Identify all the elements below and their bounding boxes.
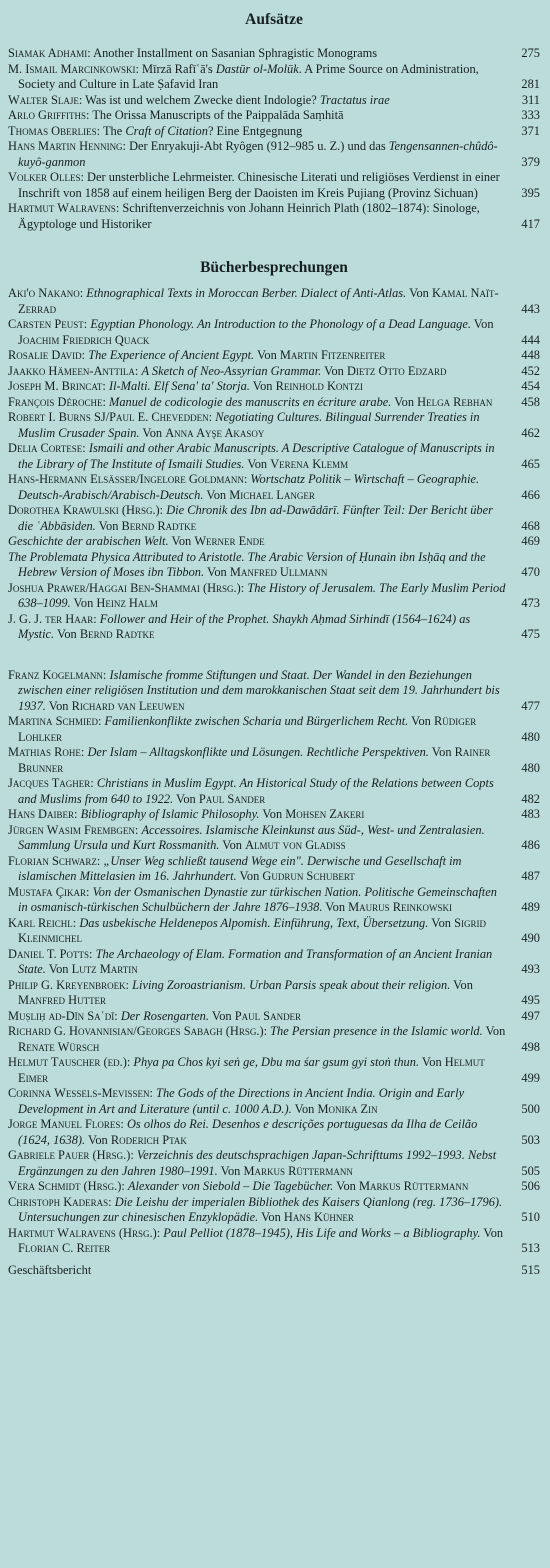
toc-entry[interactable] (8, 978, 540, 1009)
entry-title-text: The (100, 123, 126, 138)
page-number: 462 (521, 425, 540, 440)
entry-author: Franz Kogelmann: (8, 667, 107, 682)
page-number: 379 (521, 154, 540, 169)
page-number: 489 (521, 900, 540, 914)
toc-entry[interactable] (8, 550, 540, 581)
toc-entry[interactable] (8, 62, 540, 93)
entry-reviewer: Helga Rebhan (417, 394, 493, 409)
page-number: 499 (521, 1070, 540, 1085)
entry-von: Von (95, 518, 122, 533)
toc-entry[interactable] (8, 947, 540, 978)
entry-title-text: Der Enryakuji-Abt Ryôgen (912–985 u. Z.) und das (126, 139, 389, 153)
toc-entry[interactable] (8, 776, 540, 807)
entry-reviewer: Michael Langer (229, 487, 315, 502)
entry-author: Vera Schmidt (Hrsg.): (8, 1179, 125, 1193)
entry-reviewer: Renate Würsch (18, 1039, 100, 1054)
entry-author: Aki'o Nakano: (8, 286, 84, 300)
entry-von: Von (333, 1179, 359, 1193)
entry-von: Von (254, 348, 280, 362)
page-number: 497 (521, 1008, 540, 1023)
entry-von: Von (45, 962, 72, 976)
page-number: 395 (521, 185, 540, 200)
entry-author: Jaakko Hämeen-Anttila: (8, 363, 139, 378)
entry-reviewer: Anna Ayşe Akasoy (165, 425, 265, 440)
entry-von: Von (391, 394, 418, 409)
entry-title: Geschäftsbericht (8, 1262, 92, 1277)
entry-reviewer: Werner Ende (194, 534, 265, 548)
entry-reviewer: Dietz Otto Edzard (346, 363, 447, 378)
page-number: 454 (521, 379, 540, 393)
entry-reviewer: Rainer Brunner (18, 745, 491, 775)
entry-von: Von (139, 425, 166, 440)
entry-title-italic: Negotiating Cultures. Bilingual Surrender Treaties in Muslim Crusader Spain. (18, 410, 480, 440)
page-number: 493 (521, 962, 540, 976)
entry-title-italic: Islamische fromme Stiftungen und Staat. Der Wandel in den Beziehungen zwischen einer religiösen Institution und dem marokkanischen Staat seit dem 19. Jahrhundert bis 1937. (18, 667, 500, 713)
entry-reviewer: Sigrid Kleinmichel (18, 915, 486, 945)
page-number: 480 (521, 760, 540, 775)
entry-von: Von (208, 1008, 235, 1023)
entry-von: Von (258, 1210, 284, 1224)
toc-entry[interactable] (8, 1179, 540, 1195)
entry-title-italic: Craft of Citation (125, 123, 208, 138)
entry-author: Mustafa Çikar: (8, 884, 90, 899)
entry-title-italic: Das usbekische Heldenepos Alpomish. Einführung, Text, Übersetzung. (79, 915, 429, 930)
toc-entry-geschaeftsbericht[interactable] (8, 1263, 540, 1279)
entry-title-text: Was ist und welchem Zwecke dient Indologie? (82, 92, 320, 107)
entry-author: Rosalie David: (8, 348, 86, 362)
entry-author: J. G. J. ter Haar: (8, 611, 97, 626)
entry-reviewer: Gudrun Schubert (262, 869, 355, 883)
entry-reviewer: Helmut Eimer (18, 1055, 485, 1085)
entry-title-italic: Egyptian Phonology. An Introduction to the Phonology of a Dead Language. (90, 317, 471, 331)
entry-author: Muṣliḥ ad-Dīn Saʿdī: (8, 1008, 118, 1023)
page-number: 482 (521, 791, 540, 806)
entry-author: Richard G. Hovannisian/Georges Sabagh (Hrsg.): (8, 1024, 268, 1038)
entry-title-italic: Verzeichnis des deutschsprachigen Japan-Schrifttums 1992–1993. Nebst Ergänzungen zu den Jahren 1980–1991. (18, 1148, 497, 1178)
toc-entry[interactable] (8, 1148, 540, 1179)
entry-title-italic: Geschichte der arabischen Welt. (8, 534, 169, 548)
toc-entry[interactable] (8, 348, 540, 364)
toc-entry[interactable] (8, 1086, 540, 1117)
entry-author: Daniel T. Potts: (8, 946, 93, 961)
entry-author: Siamak Adhami: (8, 46, 91, 60)
entry-von: Von (54, 627, 80, 641)
page-number: 469 (521, 534, 540, 548)
entry-title-italic: A Sketch of Neo-Assyrian Grammar. (141, 363, 322, 378)
entry-title-italic: Living Zoroastrianism. Urban Parsis speak about their religion. (132, 977, 451, 992)
page-number: 477 (521, 698, 540, 713)
entry-title-text-end: ? Eine Entgegnung (207, 123, 303, 138)
entry-title-text: Der unsterbliche Lehrmeister. Chinesische Literati und religiöses Verdienst in einer Inschrift von 1858 auf einem heiligen Berg der Daoisten im Kreis Pujiang (Provinz Sichuan) (18, 170, 500, 200)
entry-reviewer: Heinz Halm (96, 596, 158, 610)
page-number: 500 (521, 1101, 540, 1116)
entry-reviewer: Markus Rüttermann (243, 1163, 353, 1178)
entry-title-italic: Ismaili and other Arabic Manuscripts. A Descriptive Catalogue of Manuscripts in the Library of The Institute of Ismaili Studies. (18, 441, 495, 471)
entry-title-italic: Paul Pelliot (1878–1945), His Life and Works – a Bibliography. (163, 1225, 481, 1240)
toc-entry[interactable] (8, 854, 540, 885)
page-number: 468 (521, 518, 540, 533)
entry-author: Robert I. Burns SJ/Paul E. Chevedden: (8, 410, 213, 424)
page-number: 275 (521, 46, 540, 60)
entry-author: Hartmut Walravens (Hrsg.): (8, 1225, 161, 1240)
toc-entry[interactable] (8, 745, 540, 776)
page-number: 281 (521, 77, 540, 91)
page-number: 487 (521, 869, 540, 883)
toc-entry[interactable] (8, 1009, 540, 1025)
entry-reviewer: Manfred Hutter (18, 993, 107, 1007)
entry-von: Von (450, 977, 473, 992)
entry-title-italic: The Problemata Physica Attributed to Aristotle. The Arabic Version of Ḥunain ibn Isḥāq and the Hebrew Version of Moses ibn Tibbon. (8, 549, 486, 579)
toc-entry[interactable] (8, 885, 540, 916)
toc-entry[interactable] (8, 170, 540, 201)
entry-von: Von (45, 698, 72, 713)
toc-entry[interactable] (8, 503, 540, 534)
entry-author: Joseph M. Brincat: (8, 379, 106, 393)
entry-author: Hans Martin Henning: (8, 139, 127, 153)
entry-author: Hans Daiber: (8, 807, 78, 821)
toc-entry[interactable] (8, 714, 540, 745)
toc-entry[interactable] (8, 441, 540, 472)
toc-entry[interactable] (8, 201, 540, 232)
entry-author: M. Ismail Marcinkowski: (8, 61, 139, 76)
entry-reviewer: Rüdiger Lohlker (18, 714, 477, 744)
toc-entry[interactable] (8, 286, 540, 317)
entry-title-text: The Orissa Manuscripts of the Paippalāda Saṃhitā (89, 108, 344, 122)
toc-entry[interactable] (8, 1024, 540, 1055)
entry-reviewer: Almut von Gladiss (245, 838, 346, 852)
toc-entry[interactable] (8, 93, 540, 109)
page-number: 483 (521, 807, 540, 821)
entry-von: Von (244, 456, 271, 471)
page-number: 513 (521, 1241, 540, 1255)
toc-entry[interactable] (8, 916, 540, 947)
entry-author: Arlo Griffiths: (8, 108, 90, 122)
page-number: 333 (521, 108, 540, 122)
entry-von: Von (428, 745, 455, 759)
entry-author: Florian Schwarz: (8, 853, 101, 868)
entry-author: Mathias Rohe: (8, 745, 85, 759)
entry-title-italic: Der Islam – Alltagskonflikte und Lösungen. Rechtliche Perspektiven. (87, 745, 429, 759)
entry-title-italic: Tractatus irae (319, 92, 390, 107)
entry-reviewer: Verena Klemm (270, 456, 349, 471)
entry-reviewer: Richard van Leeuwen (71, 698, 185, 713)
page-number: 311 (521, 92, 540, 107)
entry-title-italic: Alexander von Siebold – Die Tagebücher. (127, 1179, 334, 1193)
entry-author: Karl Reichl: (8, 915, 77, 930)
toc-entry[interactable] (8, 1117, 540, 1148)
entry-title-italic: The Archaeology of Elam. Formation and Transformation of an Ancient Iranian State. (18, 946, 493, 976)
entry-title-text-end: . A Prime Source on Administration, Society and Culture in Late Ṣafavid Iran (18, 61, 479, 91)
entry-title-italic: Il-Malti. Elf Sena' ta' Storja. (108, 379, 250, 393)
toc-entry[interactable] (8, 410, 540, 441)
entry-title-text: Mīrzā Rafīʿā's (138, 61, 216, 76)
entry-author: François Déroche: (8, 394, 106, 409)
rezensionen-list (8, 286, 540, 1257)
entry-title-italic: Phya pa Chos kyi seṅ ge, Dbu ma śar gsum gyi stoṅ thun. (133, 1055, 420, 1069)
entry-von: Von (203, 487, 230, 502)
page-number: 452 (521, 363, 540, 378)
toc-entry[interactable] (8, 472, 540, 503)
toc-entry[interactable] (8, 108, 540, 124)
entry-title-italic: Von der Osmanischen Dynastie zur türkischen Nation. Politische Gemeinschaften in osmanisch-türkischen Schulbüchern der Jahre 1876–1938. (18, 884, 497, 914)
entry-author: Hans-Hermann Elsässer/Ingelore Goldmann: (8, 472, 248, 486)
entry-title-italic: Wortschatz Politik – Wirtschaft – Geographie. Deutsch-Arabisch/Arabisch-Deutsch. (18, 472, 480, 502)
toc-entry[interactable] (8, 823, 540, 854)
page-number: 465 (521, 456, 540, 471)
entry-title-italic: Os olhos do Rei. Desenhos e descrições portuguesas da Ilha de Ceilão (1624, 1638). (18, 1117, 478, 1147)
entry-von: Von (168, 534, 195, 548)
section-title-buecherbesprechungen: Bücherbesprechungen (200, 259, 348, 276)
entry-title-italic: Bibliography of Islamic Philosophy. (80, 807, 260, 821)
page-number: 506 (521, 1179, 540, 1193)
entry-reviewer: Hans Kühner (283, 1210, 354, 1224)
page-number: 473 (521, 596, 540, 610)
entry-title-italic: Tengensannen-chûdô-kuyô-ganmon (18, 139, 498, 169)
page-number: 490 (521, 931, 540, 945)
toc-entry[interactable] (8, 1195, 540, 1226)
entry-von: Von (217, 1163, 244, 1178)
entry-reviewer: Monika Zin (317, 1101, 378, 1116)
entry-von: Von (173, 791, 199, 806)
aufsaetze-list (8, 46, 540, 232)
entry-title-italic: The Gods of the Directions in Ancient India. Origin and Early Development in Art and Literature (until c. 1000 A.D.). (18, 1086, 465, 1116)
entry-title-text: Schriftenverzeichnis von Johann Heinrich Plath (1802–1874): Sinologe, Ägyptologe und Historiker (18, 201, 480, 231)
entry-author: Philip G. Kreyenbroek: (8, 977, 130, 992)
toc-entry[interactable] (8, 46, 540, 62)
entry-von: Von (291, 1101, 318, 1116)
page-number: 475 (521, 627, 540, 641)
toc-entry[interactable] (8, 395, 540, 411)
entry-von: Von (259, 807, 286, 821)
toc-entry[interactable] (8, 1226, 540, 1257)
entry-reviewer: Reinhold Kontzi (275, 379, 363, 393)
entry-author: Jacques Tagher: (8, 776, 94, 790)
entry-reviewer: Manfred Ullmann (229, 565, 328, 579)
entry-author: Delia Cortese: (8, 441, 86, 455)
page-number: 503 (521, 1132, 540, 1147)
page-number: 444 (521, 332, 540, 347)
page-number: 470 (521, 565, 540, 579)
entry-title-text: Another Installment on Sasanian Sphragistic Monograms (90, 46, 378, 60)
entry-title-italic: „Unser Weg schließt tausend Wege ein". Derwische und Gesellschaft im islamischen Mittelasien im 16. Jahrhundert. (18, 853, 462, 883)
entry-von: Von (236, 869, 263, 883)
entry-reviewer: Florian C. Reiter (18, 1241, 111, 1255)
entry-von: Von (219, 838, 246, 852)
entry-author: Carsten Peust: (8, 317, 88, 331)
page-number: 448 (521, 348, 540, 362)
page-number: 498 (521, 1039, 540, 1054)
entry-title-italic: Dastūr ol-Molūk (215, 61, 299, 76)
page-number: 515 (521, 1262, 540, 1277)
entry-von: Von (419, 1055, 445, 1069)
page-number: 466 (521, 487, 540, 502)
entry-author: Walter Slaje: (8, 92, 83, 107)
entry-von: Von (406, 286, 432, 300)
entry-von: Von (204, 565, 230, 579)
page-number: 480 (521, 729, 540, 744)
entry-author: Dorothea Krawulski (Hrsg.): (8, 503, 164, 517)
page-number: 486 (521, 838, 540, 852)
entry-von: Von (321, 363, 347, 378)
entry-von: Von (470, 317, 494, 331)
entry-reviewer: Paul Sander (198, 791, 266, 806)
entry-reviewer: Martin Fitzenreiter (279, 348, 386, 362)
entry-von: Von (249, 379, 276, 393)
toc-entry[interactable] (8, 581, 540, 612)
toc-entry[interactable] (8, 668, 540, 715)
toc-entry[interactable] (8, 612, 540, 643)
entry-von: Von (482, 1024, 506, 1038)
entry-author: Martina Schmied: (8, 714, 102, 728)
entry-author: Jorge Manuel Flores: (8, 1117, 124, 1131)
entry-author: Christoph Kaderas: (8, 1194, 112, 1209)
entry-von: Von (408, 714, 434, 728)
toc-entry[interactable] (8, 317, 540, 348)
entry-von: Von (85, 1132, 111, 1147)
entry-reviewer: Kamal Naït-Zerrad (18, 286, 499, 316)
toc-entry[interactable] (8, 139, 540, 170)
entry-author: Thomas Oberlies: (8, 123, 101, 138)
entry-title-italic: Die Chronik des Ibn ad-Dawādārī. Fünfter Teil: Der Bericht über die ʿAbbāsiden. (18, 503, 493, 533)
toc-entry[interactable] (8, 807, 540, 823)
toc-entry[interactable] (8, 1055, 540, 1086)
entry-reviewer: Bernd Radtke (79, 627, 155, 641)
page-number: 417 (521, 216, 540, 231)
entry-author: Gabriele Pauer (Hrsg.): (8, 1148, 134, 1162)
toc-entry[interactable] (8, 534, 540, 550)
toc-entry[interactable] (8, 364, 540, 380)
entry-title-italic: Manuel de codicologie des manuscrits en écriture arabe. (109, 394, 392, 409)
entry-author: Hartmut Walravens: (8, 201, 120, 215)
entry-reviewer: Joachim Friedrich Quack (18, 332, 150, 347)
entry-reviewer: Maurus Reinkowski (348, 900, 453, 914)
page-number: 443 (521, 301, 540, 316)
entry-title-italic: Die Leishu der imperialen Bibliothek des Kaisers Qianlong (reg. 1736–1796). Untersuchungen zur chinesischen Enzyklopädie. (18, 1194, 503, 1224)
toc-entry[interactable] (8, 379, 540, 395)
entry-von: Von (70, 596, 97, 610)
entry-author: Joshua Prawer/Haggai Ben-Shammai (Hrsg.): (8, 580, 245, 595)
entry-von: Von (428, 915, 455, 930)
entry-title-italic: Follower and Heir of the Prophet. Shaykh Aḥmad Sirhindī (1564–1624) as Mystic. (18, 611, 471, 641)
entry-title-italic: Christians in Muslim Egypt. An Historical Study of the Relations between Copts and Muslims from 640 to 1922. (18, 776, 494, 806)
entry-title-italic: The History of Jerusalem. The Early Muslim Period 638–1099. (18, 580, 506, 610)
entry-reviewer: Bernd Radtke (121, 518, 197, 533)
page-number: 371 (521, 123, 540, 138)
page-number: 505 (521, 1163, 540, 1178)
entry-title-italic: Der Rosengarten. (120, 1008, 209, 1023)
entry-author: Corinna Wessels-Mevissen: (8, 1086, 153, 1100)
toc-entry[interactable] (8, 124, 540, 140)
section-title-aufsaetze: Aufsätze (245, 11, 303, 28)
entry-reviewer: Lutz Martin (71, 962, 138, 976)
entry-von: Von (322, 900, 349, 914)
entry-title-italic: Ethnographical Texts in Moroccan Berber. Dialect of Anti-Atlas. (86, 286, 407, 300)
entry-title-italic: The Persian presence in the Islamic world. (270, 1024, 483, 1038)
section-gap (8, 643, 540, 668)
entry-reviewer: Markus Rüttermann (358, 1179, 469, 1193)
entry-reviewer: Mohsen Zakeri (285, 807, 365, 821)
entry-reviewer: Paul Sander (234, 1008, 302, 1023)
page-number: 510 (521, 1210, 540, 1224)
entry-reviewer: Roderich Ptak (110, 1132, 187, 1147)
page-number: 458 (521, 394, 540, 409)
entry-author: Helmut Tauscher (ed.): (8, 1055, 131, 1069)
entry-von: Von (480, 1225, 504, 1240)
entry-title-italic: Accessoires. Islamische Kleinkunst aus Süd-, West- und Zentralasien. Sammlung Ursula und Kurt Rossmanith. (18, 822, 485, 852)
entry-title-italic: Familienkonflikte zwischen Scharia und Bürgerlichem Recht. (104, 714, 409, 728)
entry-author: Jürgen Wasim Frembgen: (8, 822, 139, 837)
page-number: 495 (521, 993, 540, 1007)
entry-author: Volker Olles: (8, 170, 84, 184)
entry-title-italic: The Experience of Ancient Egypt. (88, 348, 255, 362)
